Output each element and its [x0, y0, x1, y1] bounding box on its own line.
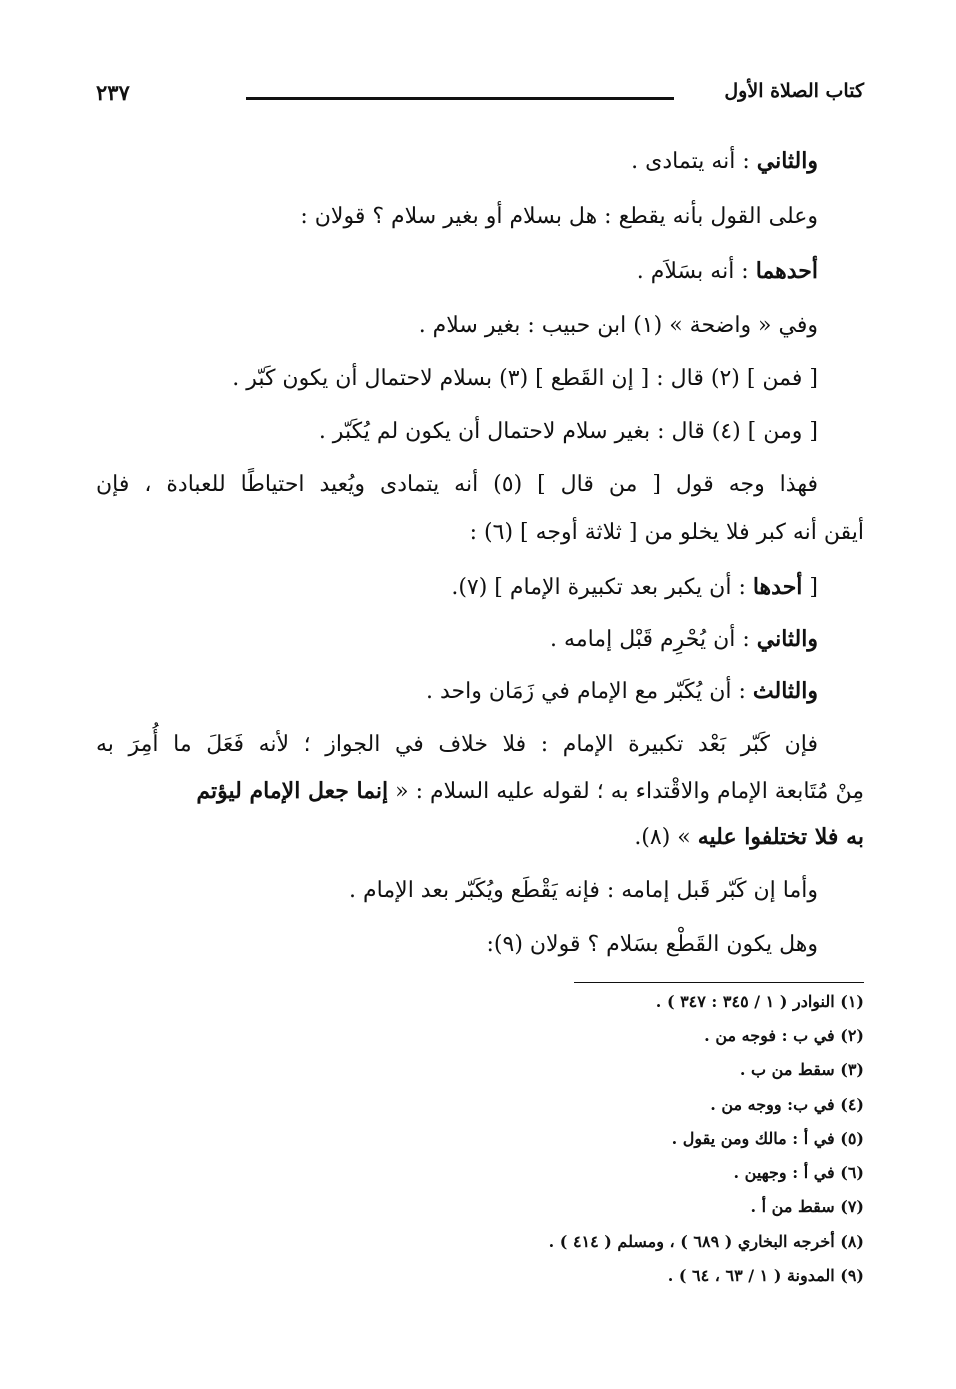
text-line: [ ومن ] (٤) قال : بغير سلام لاحتمال أن يكون لم يُكَبّر . — [318, 419, 818, 444]
footnote: (٩) المدونة ( ١ / ٦٣ ، ٦٤ ) . — [667, 1266, 864, 1285]
text-line — [451, 574, 818, 600]
footnote: (١) النوادر ( ١ / ٣٤٥ : ٣٤٧ ) . — [655, 992, 864, 1011]
footnote: (٨) أخرجه البخاري ( ٦٨٩ ) ، ومسلم ( ٤١٤ ) . — [548, 1232, 864, 1251]
footnote-divider — [574, 982, 864, 983]
bold-heading: أحدهما — [755, 258, 818, 284]
running-title: كتاب الصلاة الأول — [724, 80, 864, 102]
footnote: (٢) في ب : فوجه من . — [704, 1026, 864, 1045]
text-line: وأما إن كَبّر قَبل إمامه : فإنه يَقْطَع ويُكَبّر بعد الإمام . — [349, 878, 818, 903]
footnote: (٤) في ب: ووجه من . — [710, 1095, 864, 1114]
hadith-quote: به فلا تختلفوا عليه — [697, 824, 864, 850]
line-text: » (٨). — [634, 825, 698, 850]
hadith-quote: إنما جعل الإمام ليؤتم — [196, 778, 389, 804]
header-rule — [246, 97, 674, 100]
bold-heading: أحدها — [752, 574, 803, 600]
page-number: ٢٣٧ — [96, 80, 130, 105]
text-line: أيقن أنه كبر فلا يخلو من [ ثلاثة أوجه ] (٦) : — [469, 520, 864, 545]
footnote: (٧) سقط من أ . — [750, 1197, 864, 1216]
page-header — [96, 78, 864, 112]
text-line — [631, 148, 818, 174]
text-line: وهل يكون القَطْع بسَلام ؟ قولان (٩): — [486, 932, 818, 957]
line-text: : أنه بسَلاَم . — [636, 259, 756, 284]
text-line: [ فمن ] (٢) قال : [ إن القَطع ] (٣) بسلام لاحتمال أن يكون كَبّر . — [232, 366, 818, 391]
bold-heading: والثالث — [752, 678, 818, 704]
text-line — [637, 258, 818, 284]
line-text: : أنه يتمادى . — [631, 149, 757, 174]
line-text: : أن يُحْرِم قَبْل إمامه . — [550, 627, 757, 652]
footnote: (٦) في أ : وجهين . — [733, 1163, 864, 1182]
line-text: [ — [802, 575, 818, 600]
bold-heading: والثاني — [756, 626, 818, 652]
text-line: وفي « واضحة » (١) ابن حبيب : بغير سلام . — [418, 313, 818, 338]
line-text: مِنْ مُتَابعة الإمام والاقْتداء به ؛ لقوله عليه السلام : « — [388, 779, 864, 804]
text-line — [196, 778, 864, 804]
footnote: (٥) في أ : مالك ومن يقول . — [671, 1129, 864, 1148]
text-line: وعلى القول بأنه يقطع : هل بسلام أو بغير سلام ؟ قولان : — [300, 204, 818, 229]
bold-heading: والثاني — [756, 148, 818, 174]
text-line: فهذا وجه قول [ من قال ] (٥) أنه يتمادى ويُعيد احتياطًا للعبادة ، فإن — [96, 472, 818, 497]
line-text: : أن يكبر بعد تكبيرة الإمام ] (٧). — [451, 575, 753, 600]
text-line: فإن كَبّر بَعْد تكبيرة الإمام : فلا خلاف في الجواز ؛ لأنه فَعَلَ ما أُمِرَ به — [96, 732, 818, 757]
text-line — [550, 626, 818, 652]
text-line — [634, 824, 864, 850]
line-text: : أن يُكَبّر مع الإمام في زَمَان واحد . — [425, 679, 753, 704]
text-line — [426, 678, 818, 704]
footnote: (٣) سقط من ب . — [739, 1060, 864, 1079]
